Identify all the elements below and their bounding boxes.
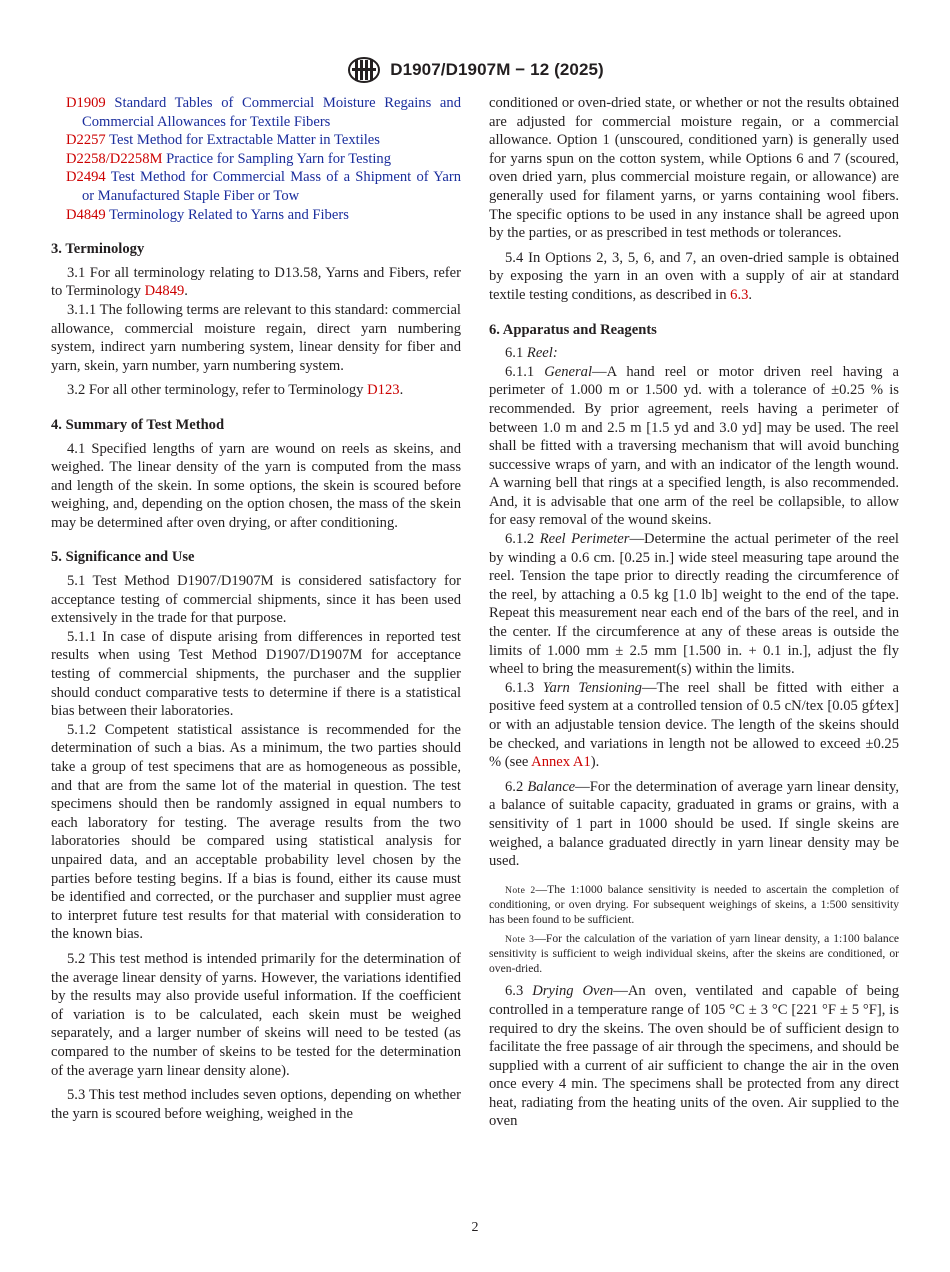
- reference-item: [51, 150, 461, 169]
- paragraph: [489, 249, 899, 305]
- clause-number: 6.1.3: [505, 679, 535, 696]
- paragraph: 3.1.1 The following terms are relevant to this standard: commercial allowance, commercial moisture regain, direct yarn numbering system, indirect yarn numbering system, linear density for fiber and yarn, skein, yarn number, yarn numbering system.: [51, 301, 461, 374]
- section-heading: 6. Apparatus and Reagents: [489, 321, 657, 338]
- clause-number: 6.1: [505, 345, 524, 362]
- section-heading: 4. Summary of Test Method: [51, 416, 225, 433]
- paragraph-text: —Determine the actual perimeter of the reel by winding a 0.6 cm. [0.25 in.] wide steel measuring tape around the reel. Tension the tape prior to directly reading the circumference of the reel, by attaching a 0.5 kg [1.0 lb] weight to the end of the tape. Repeat this measurement near each end of the bars of the reel, and in the center. If the circumference at any of these areas is outside the limits of 1.000 mm ± 2.5 mm [1.500 in. + 0.1 in.], adjust the fly wheel to bring the measurement(s) within the limits.: [489, 531, 899, 678]
- paragraph: [489, 982, 899, 1131]
- terminology-link[interactable]: D123: [367, 382, 400, 399]
- clause-number: 6.1.2: [505, 531, 535, 548]
- clause-title: Drying Oven: [532, 983, 614, 1000]
- left-column: [51, 94, 461, 1123]
- clause-number: 6.3: [505, 983, 524, 1000]
- document-title: D1907/D1907M − 12 (2025): [390, 60, 604, 79]
- paragraph: 5.3 This test method includes seven options, depending on whether the yarn is scoured before weighing, weighed in the: [51, 1087, 461, 1122]
- page-header: [0, 56, 950, 84]
- paragraph-text: 5.4 In Options 2, 3, 5, 6, and 7, an oven-dried sample is obtained by exposing the yarn in an oven with a supply of air at standard textile testing conditions, as described in: [489, 249, 899, 303]
- paragraph-text: .: [399, 382, 404, 399]
- reference-title-link[interactable]: Test Method for Commercial Mass of a Shipment of Yarn or Manufactured Staple Fiber or Tow: [82, 169, 461, 204]
- section-link[interactable]: 6.3: [730, 286, 749, 303]
- paragraph: [489, 679, 899, 772]
- paragraph: 5.1.2 Competent statistical assistance is recommended for the determination of such a bias. As a minimum, the two parties should take a group of test specimens that are as homogeneous as possible, and that are from the same lot of the material in question. The test specimens should then be randomly assigned in equal numbers to each laboratory for testing. The average results from the two laboratories should be compared using statistical analysis for unpaired data, and an acceptable probability level chosen by the parties before testing begins. If a bias is found, either its cause must be identified and corrected, or the purchaser and supplier must agree to interpret future test results for that material with consideration to the known bias.: [51, 721, 461, 943]
- page-number: 2: [471, 1220, 479, 1235]
- paragraph: 4.1 Specified lengths of yarn are wound on reels as skeins, and weighed. The linear density of the yarn is computed from the mass and length of the skein. In some options, the skein is scoured before weighing, and, depending on the option chosen, the mass of the skein may be determined after oven drying, or after conditioning.: [51, 440, 461, 531]
- reference-title-link[interactable]: Practice for Sampling Yarn for Testing: [166, 150, 392, 167]
- reference-item: [51, 206, 461, 225]
- paragraph-text: —The reel shall be fitted with either a positive feed system at a controlled tension of 0.5 cN/tex [0.05 gf⁄tex] or with an adjustable tension device. The length of the skeins should be checked, and variations in length not be allowed to exceed ±0.25 % (see: [489, 679, 899, 771]
- paragraph: conditioned or oven-dried state, or whether or not the results obtained are adjusted for commercial moisture regain, or a commercial allowance. Option 1 (unscoured, conditioned yarn) is generally used for yarns spun on the cotton system, while Options 6 and 7 (scoured, oven dried yarn, plus commercial moisture regain, or allowance) are generally used for filament yarns, or yarns containing wool fibers. The specific options to be used in any instance shall be agreed upon by the parties, or as prescribed in test methods or tolerances.: [489, 95, 899, 242]
- paragraph: [489, 778, 899, 871]
- reference-code-link[interactable]: D2494: [66, 169, 106, 186]
- paragraph-text: ).: [590, 754, 600, 771]
- paragraph-text: .: [184, 283, 188, 300]
- clause-number: 6.1.1: [505, 363, 535, 380]
- note: [489, 932, 899, 977]
- reference-title-link[interactable]: Test Method for Extractable Matter in Textiles: [109, 132, 380, 149]
- right-column: [489, 94, 899, 1131]
- note-text: —For the calculation of the variation of yarn linear density, a 1:100 balance sensitivity is sufficient to weigh individual skeins, after the skeins are conditioned, or oven-dried.: [489, 931, 899, 975]
- note-text: —The 1:1000 balance sensitivity is needed to ascertain the completion of conditioning, or oven drying. For subsequent weighings of skeins, a 1:500 sensitivity has been found to be sufficient.: [489, 882, 899, 926]
- clause-title: General: [544, 363, 593, 380]
- paragraph: [489, 363, 899, 530]
- paragraph: 5.1.1 In case of dispute arising from differences in reported test results when using Test Method D1907/D1907M for acceptance testing of commercial shipments, the purchaser and the supplier should conduct comparative tests to determine if there is a statistical bias between their laboratories.: [51, 628, 461, 720]
- reference-item: [51, 168, 461, 205]
- clause-title: Yarn Tensioning: [542, 679, 642, 696]
- section-heading: 5. Significance and Use: [51, 549, 195, 566]
- reference-code-link[interactable]: D2257: [66, 132, 106, 149]
- paragraph: [51, 381, 461, 400]
- reference-title-link[interactable]: Terminology Related to Yarns and Fibers: [109, 206, 349, 223]
- paragraph: [489, 530, 899, 679]
- paragraph: 5.2 This test method is intended primarily for the determination of the average linear density of yarns. However, the variations identified by the results may also provide useful information. If the coefficient of variation is to be calculated, each skein must be weighed separately, and a larger number of skeins will need to be tested (as compared to the number of skeins to be tested for the determination of the average yarn linear density alone).: [51, 950, 461, 1079]
- clause-title: Balance: [527, 778, 576, 795]
- annex-link[interactable]: Annex A1: [531, 754, 591, 771]
- paragraph-text: —For the determination of average yarn linear density, a balance of suitable capacity, graduated in grams or grains, with a sensitivity of 1 part in 1000 should be used. If single skeins are weighed, a balance graduated directly in yarn linear density may be used.: [489, 778, 899, 870]
- paragraph-text: .: [748, 286, 753, 303]
- paragraph-text: 3.2 For all other terminology, refer to Terminology: [67, 382, 368, 399]
- paragraph-text: 3.1 For all terminology relating to D13.58, Yarns and Fibers, refer to Terminology: [51, 264, 461, 300]
- paragraph-text: —A hand reel or motor driven reel having a perimeter of 1.000 m or 1.500 yd. with a tolerance of ±0.25 % is recommended. By prior agreement, reels having a perimeter of between 1.0 m and 2.5 m [1.5 yd and 3.0 yd] may be used. The reel shall be fitted with a traversing mechanism that will avoid bunching successive wraps of yarn, and with an indicator of the length wound. A warning bell that rings at a specified length, is also recommended. And, it is advisable that one arm of the reel be collapsible, to allow for easy removal of the wound skeins.: [489, 363, 899, 529]
- reference-code-link[interactable]: D4849: [66, 206, 106, 223]
- section-heading: 3. Terminology: [51, 241, 145, 258]
- note: [489, 883, 899, 928]
- clause-number: 6.2: [505, 778, 524, 795]
- clause-title: Reel Perimeter: [539, 531, 630, 548]
- terminology-link[interactable]: D4849: [144, 283, 185, 300]
- astm-logo-icon: [346, 56, 382, 84]
- reference-item: [51, 94, 461, 131]
- paragraph: [51, 264, 461, 301]
- clause-title: Reel:: [526, 345, 558, 362]
- paragraph: 5.1 Test Method D1907/D1907M is considered satisfactory for acceptance testing of commercial shipments, since it has been used extensively in the trade for that purpose.: [51, 573, 461, 627]
- note-label: Note 2: [505, 884, 536, 896]
- paragraph-text: —An oven, ventilated and capable of being controlled in a temperature range of 105 °C ± 3 °C [221 °F ± 5 °F], is required to dry the skeins. The oven should be of sufficient design to facilitate the free passage of air through the specimens, and should be supplied with a current of air sufficient to change the air in the oven once every 4 min. The specimens shall be protected from any direct heat, radiating from the heating units of the oven. Air supplied to the oven: [489, 983, 899, 1130]
- paragraph: [489, 344, 899, 363]
- reference-code-link[interactable]: D1909: [66, 95, 106, 111]
- reference-title-link[interactable]: Standard Tables of Commercial Moisture Regains and Commercial Allowances for Textile Fibers: [82, 95, 461, 130]
- note-label: Note 3: [505, 933, 535, 945]
- reference-item: [51, 131, 461, 150]
- reference-code-link[interactable]: D2258/D2258M: [66, 150, 163, 167]
